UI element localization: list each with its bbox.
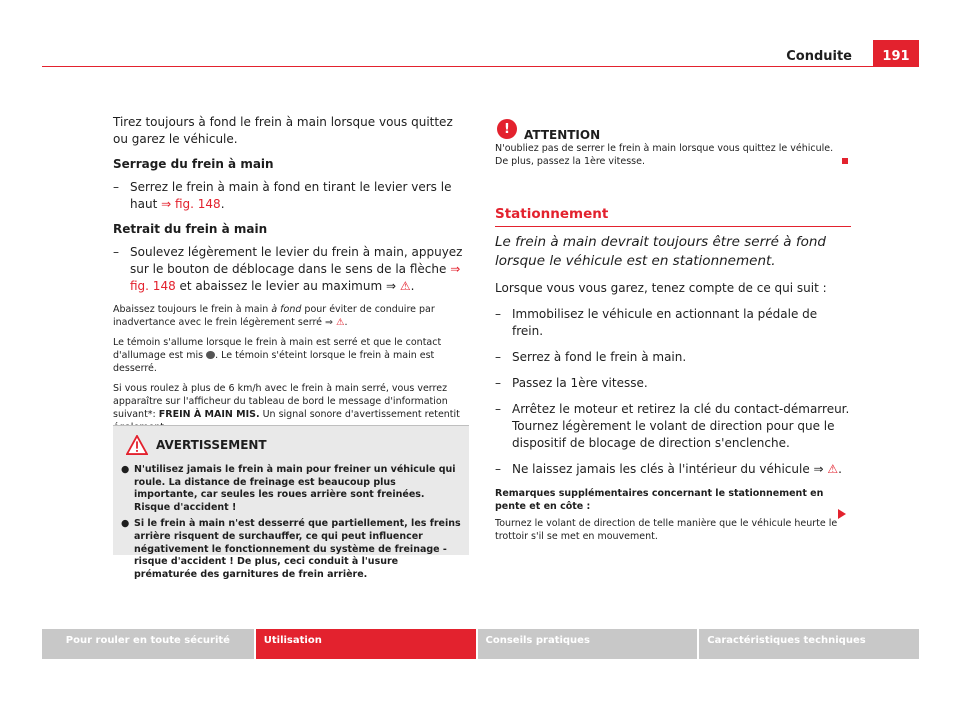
intro-paragraph: Tirez toujours à fond le frein à main lorsque vous quittez ou garez le véhicule. (113, 115, 453, 146)
warning-box (113, 425, 469, 580)
note2-text-b: . Le témoin s'éteint lorsque le frein à main est desserré. (113, 350, 435, 374)
warning-item-text: Si le frein à main n'est desserré que partiellement, les freins arrière risquent de surchauffer, ce qui peut influencer négativement le fonctionnement du système de freinage - risque d'accident ! De plus, ceci conduit à l'usure prématurée des garnitures de frein arrière. (134, 518, 461, 580)
release-step-text-b: et abaissez le levier au maximum ⇒ (175, 279, 400, 293)
note2-text: Le témoin s'allume lorsque le frein à main est serré et que le contact d'allumage est mis (113, 337, 442, 361)
tab-technical-specs[interactable]: Caractéristiques techniques (699, 629, 919, 659)
brake-warning-lamp-icon (206, 351, 215, 359)
left-column (113, 114, 469, 441)
release-heading: Retrait du frein à main (113, 222, 268, 236)
parking-step-text: Arrêtez le moteur et retirez la clé du contact-démarreur. Tournez légèrement le volant de direction pour que le dispositif de blocage de direction s'enclenche. (512, 402, 850, 450)
fig-148-link-2[interactable]: ⇒ fig. 148 (130, 262, 461, 293)
parking-step: – Passez la 1ère vitesse. (495, 376, 648, 390)
parking-step: – Arrêtez le moteur et retirez la clé du contact-démarreur. Tournez légèrement le volant de direction pour que le dispositif de blocage de direction s'enclenche. (495, 402, 850, 450)
tab-practical-tips[interactable]: Conseils pratiques (478, 629, 698, 659)
apply-step: – Serrez le frein à main à fond en tirant le levier vers le haut ⇒ fig. 148. (113, 180, 452, 211)
note1-text-b: pour éviter de conduire par inadvertance avec le frein légèrement serré ⇒ (113, 304, 435, 328)
note-indicator (113, 336, 469, 375)
continue-arrow-icon (838, 509, 846, 519)
page-number: 191 (873, 40, 919, 66)
slope-text: Tournez le volant de direction de telle manière que le véhicule heurte le trottoir s'il se met en mouvement. (495, 518, 838, 542)
tab-usage[interactable]: Utilisation (256, 629, 476, 659)
note1-emphasis: à fond (271, 304, 302, 315)
apply-heading: Serrage du frein à main (113, 157, 274, 171)
fig-148-link[interactable]: ⇒ fig. 148 (161, 197, 221, 211)
attention-title: ATTENTION (524, 128, 601, 142)
parking-step: – Immobilisez le véhicule en actionnant la pédale de frein. (495, 307, 818, 338)
parking-step: – Ne laissez jamais les clés à l'intérieur du véhicule ⇒ ⚠. (495, 462, 842, 476)
warning-triangle-icon (126, 435, 148, 455)
note1-text-a: Abaissez toujours le frein à main (113, 304, 272, 315)
display-message: FREIN À MAIN MIS. (158, 409, 260, 420)
parking-step-text: Ne laissez jamais les clés à l'intérieur du véhicule ⇒ (512, 462, 828, 476)
section-rule (495, 226, 851, 227)
section-heading: Stationnement (495, 206, 609, 222)
note-fully-applied: Abaissez toujours le frein à main à fond pour éviter de conduire par inadvertance avec le frein légèrement serré ⇒ ⚠. (113, 304, 435, 328)
note3-text-b: Un signal sonore d'avertissement retentit (262, 409, 460, 420)
note3-text-a: Si vous roulez à plus de 6 km/h avec le frein à main serré, vous verrez apparaître sur l'afficheur du tableau de bord le message d'information suivant*: (113, 383, 448, 420)
attention-text: N'oubliez pas de serrer le frein à main lorsque vous quittez le véhicule. De plus, passez la 1ère vitesse. (495, 143, 834, 167)
warning-item: ● Si le frein à main n'est desserré que partiellement, les freins arrière risquent de surchauffer, ce qui peut influencer négativement le fonctionnement du système de freinage - risque d'accident ! De plus, ceci conduit à l'usure prématurée des garnitures de frein arrière. (121, 518, 461, 580)
apply-step-text: Serrez le frein à main à fond en tirant le levier vers le haut (130, 180, 452, 211)
parking-step-text: Immobilisez le véhicule en actionnant la pédale de frein. (512, 307, 818, 338)
exclamation-circle-icon: ! (497, 119, 517, 139)
parking-step-text: Passez la 1ère vitesse. (512, 376, 648, 390)
section-title: Conduite (786, 49, 852, 64)
release-step-text: Soulevez légèrement le levier du frein à main, appuyez sur le bouton de déblocage dans le sens de la flèche (130, 245, 463, 276)
warning-triangle-icon[interactable]: ⚠ (399, 279, 411, 293)
warning-title: AVERTISSEMENT (156, 438, 267, 452)
warning-header (121, 434, 461, 456)
warning-item: ● N'utilisez jamais le frein à main pour freiner un véhicule qui roule. La distance de freinage est beaucoup plus importante, car seules les roues arrière sont freinées. Risque d'accident ! (121, 464, 456, 513)
section-intro: Le frein à main devrait toujours être serré à fond lorsque le véhicule est en stationnement. (495, 234, 826, 269)
end-marker-icon (842, 158, 848, 164)
warning-item-text: N'utilisez jamais le frein à main pour freiner un véhicule qui roule. La distance de freinage est beaucoup plus importante, car seules les roues arrière sont freinées. Risque d'accident ! (134, 464, 456, 513)
parking-step-text: Serrez à fond le frein à main. (512, 350, 687, 364)
parking-content (495, 280, 851, 550)
footer-nav (42, 629, 919, 659)
parking-step: – Serrez à fond le frein à main. (495, 350, 687, 364)
release-step: – Soulevez légèrement le levier du frein à main, appuyez sur le bouton de déblocage dans le sens de la flèche ⇒ fig. 148 et abaissez le levier au maximum ⇒ ⚠. (113, 245, 463, 293)
slope-heading: Remarques supplémentaires concernant le stationnement en pente et en côte : (495, 488, 824, 512)
warning-triangle-icon[interactable]: ⚠ (827, 462, 839, 476)
warning-triangle-icon[interactable]: ⚠ (335, 317, 345, 328)
header-rule (42, 66, 919, 67)
parking-lead: Lorsque vous vous garez, tenez compte de ce qui suit : (495, 281, 827, 295)
tab-safety[interactable]: Pour rouler en toute sécurité (42, 629, 254, 659)
attention-header (497, 116, 600, 142)
